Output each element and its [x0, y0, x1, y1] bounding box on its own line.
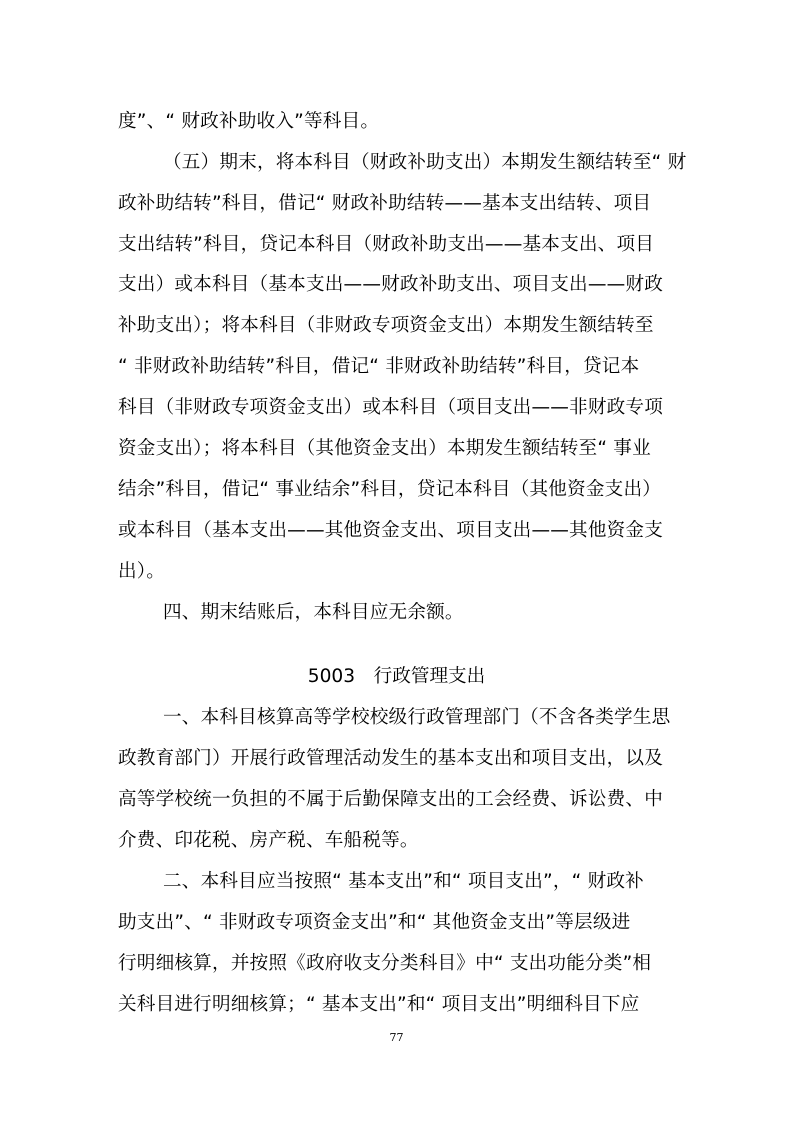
body-line: 出）。 — [118, 561, 166, 582]
body-line: 助支出”、“ 非财政专项资金支出”和“ 其他资金支出”等层级进 — [118, 912, 631, 933]
body-line: 行明细核算，并按照《政府收支分类科目》中“ 支出功能分类”相 — [118, 953, 652, 974]
body-line: 度”、“ 财政补助收入”等科目。 — [118, 111, 380, 132]
body-line: 介费、印花税、房产税、车船税等。 — [118, 830, 419, 851]
body-line: 或本科目（基本支出——其他资金支出、项目支出——其他资金支 — [118, 520, 664, 541]
page-number: 77 — [389, 1031, 404, 1044]
body-line: 支出）或本科目（基本支出——财政补助支出、项目支出——财政 — [118, 274, 664, 295]
body-line: （五）期末，将本科目（财政补助支出）本期发生额结转至“ 财 — [163, 152, 687, 173]
body-line: 一、本科目核算高等学校校级行政管理部门（不含各类学生思 — [163, 707, 671, 728]
body-line: 政教育部门）开展行政管理活动发生的基本支出和项目支出，以及 — [118, 748, 664, 769]
body-line: 结余”科目，借记“ 事业结余”科目，贷记本科目（其他资金支出） — [118, 479, 662, 500]
body-line: 二、本科目应当按照“ 基本支出”和“ 项目支出”，“ 财政补 — [163, 871, 644, 892]
body-line: 政补助结转”科目，借记“ 财政补助结转——基本支出结转、项目 — [118, 193, 652, 214]
body-line: 关科目进行明细核算；“ 基本支出”和“ 项目支出”明细科目下应 — [118, 994, 640, 1015]
body-line: “ 非财政补助结转”科目，借记“ 非财政补助结转”科目，贷记本 — [118, 356, 640, 377]
body-line: 高等学校统一负担的不属于后勤保障支出的工会经费、诉讼费、中 — [118, 789, 664, 810]
body-line: 补助支出）；将本科目（非财政专项资金支出）本期发生额结转至 — [118, 315, 654, 336]
body-line: 四、期末结账后，本科目应无余额。 — [163, 602, 464, 623]
body-line: 资金支出）；将本科目（其他资金支出）本期发生额结转至“ 事业 — [118, 438, 651, 459]
section-heading: 5003 行政管理支出 — [307, 666, 486, 687]
body-line: 科目（非财政专项资金支出）或本科目（项目支出——非财政专项 — [118, 397, 664, 418]
body-line: 支出结转”科目，贷记本科目（财政补助支出——基本支出、项目 — [118, 234, 655, 255]
